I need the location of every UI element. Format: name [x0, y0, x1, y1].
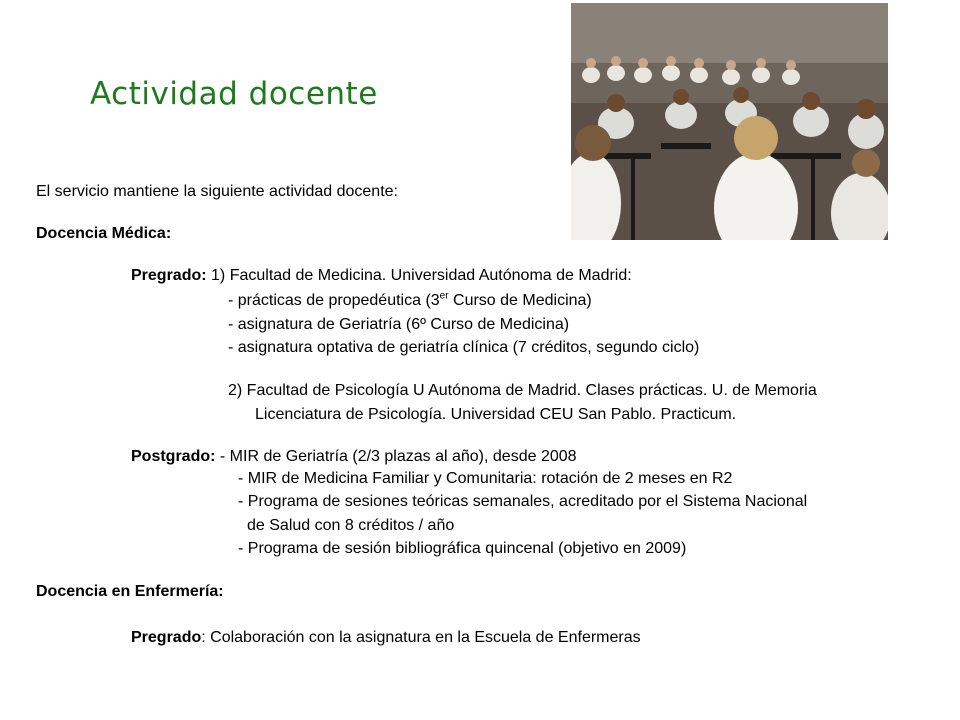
sub-item-propedeutica: - prácticas de propedéutica (3er Curso de Medicina)	[228, 290, 592, 309]
classroom-photo	[571, 3, 888, 240]
postgrado-item-3: - Programa de sesiones teóricas semanales, acreditado por el Sistema Nacional	[238, 493, 808, 510]
page-title: Actividad docente	[90, 76, 378, 112]
postgrado-item-4: - Programa de sesión bibliográfica quincenal (objetivo en 2009)	[238, 540, 687, 557]
enfermeria-pregrado-label: Pregrado	[131, 629, 202, 646]
docencia-enfermeria-heading: Docencia en Enfermería:	[36, 583, 224, 600]
intro-text: El servicio mantiene la siguiente actividad docente:	[36, 183, 398, 200]
postgrado-item-3-cont: de Salud con 8 créditos / año	[247, 517, 455, 534]
pregrado-label: Pregrado:	[131, 267, 207, 284]
postgrado-item-2: - MIR de Medicina Familiar y Comunitaria: rotación de 2 meses en R2	[238, 470, 733, 487]
pregrado-item-1	[131, 266, 632, 286]
pregrado-item-2: 2) Facultad de Psicología U Autónoma de Madrid. Clases prácticas. U. de Memoria	[228, 382, 817, 399]
postgrado-item-1: Postgrado: - MIR de Geriatría (2/3 plazas al año), desde 2008	[131, 448, 577, 465]
sub-item-optativa: - asignatura optativa de geriatría clínica (7 créditos, segundo ciclo)	[228, 339, 700, 356]
postgrado-label: Postgrado:	[131, 448, 216, 465]
sub-item-geriatria: - asignatura de Geriatría (6º Curso de Medicina)	[228, 316, 570, 333]
docencia-medica-heading: Docencia Médica:	[36, 225, 172, 242]
pregrado-item-2-cont: Licenciatura de Psicología. Universidad CEU San Pablo. Practicum.	[255, 406, 737, 423]
item-1-text: 1) Facultad de Medicina. Universidad Autónoma de Madrid:	[211, 267, 632, 284]
enfermeria-pregrado: Pregrado: Colaboración con la asignatura en la Escuela de Enfermeras	[131, 629, 641, 646]
